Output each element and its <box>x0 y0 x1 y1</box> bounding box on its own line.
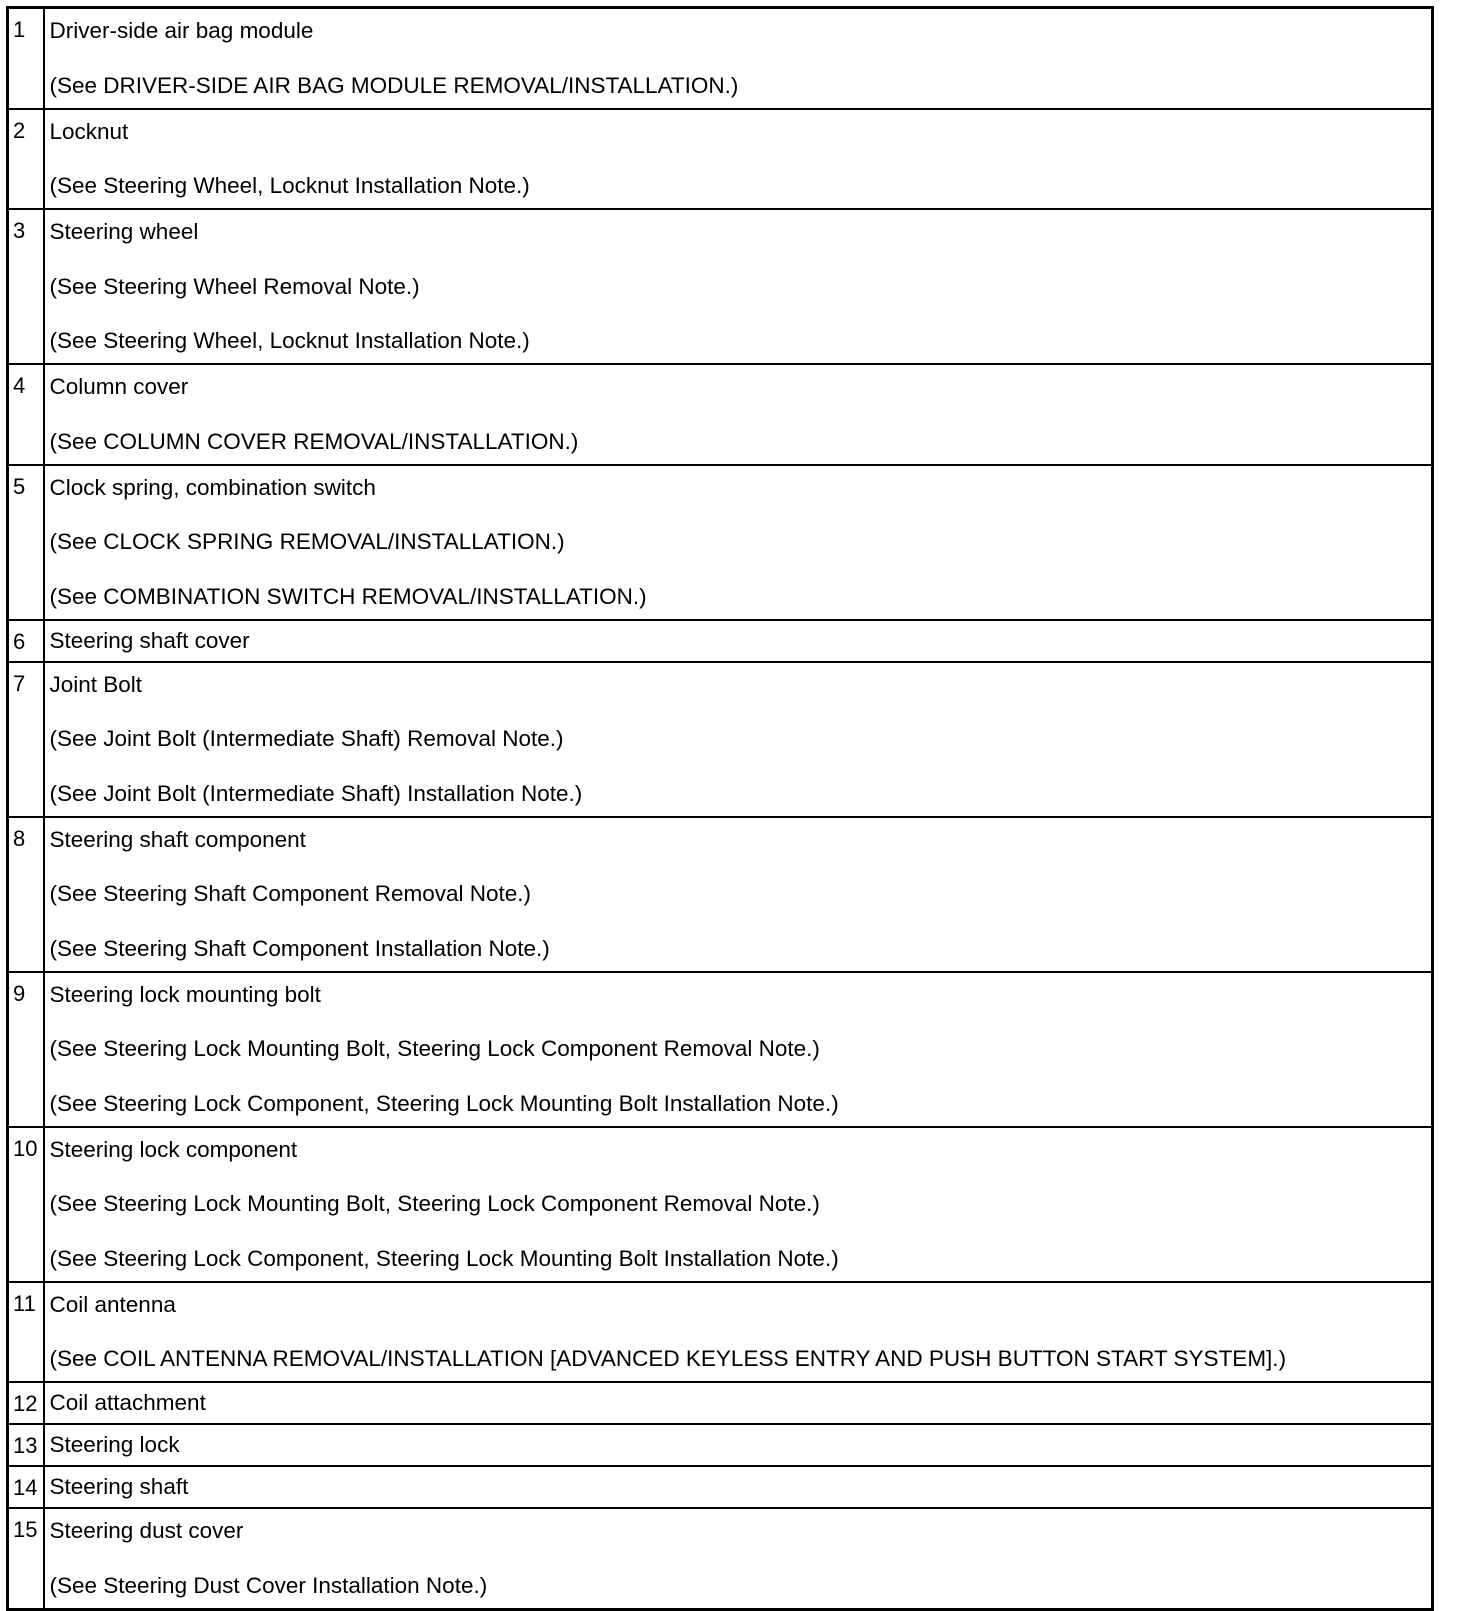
item-description <box>44 109 1433 210</box>
item-name: Steering lock <box>49 1432 180 1457</box>
item-reference: (See Steering Shaft Component Installation Note.) <box>49 935 550 961</box>
item-name: Column cover <box>49 374 189 399</box>
item-description <box>44 8 1433 109</box>
item-description <box>44 662 1433 817</box>
item-reference: (See Steering Lock Component, Steering Lock Mounting Bolt Installation Note.) <box>49 1090 839 1116</box>
item-number: 8 <box>8 817 44 972</box>
item-reference: (See Steering Lock Component, Steering Lock Mounting Bolt Installation Note.) <box>49 1245 839 1271</box>
item-number: 11 <box>8 1282 44 1383</box>
item-number: 2 <box>8 109 44 210</box>
item-name: Steering lock mounting bolt <box>49 981 321 1007</box>
item-reference: (See Steering Dust Cover Installation Note.) <box>49 1572 488 1598</box>
item-description <box>44 1508 1433 1609</box>
item-name: Driver-side air bag module <box>49 18 314 43</box>
item-number: 4 <box>8 364 44 465</box>
item-name: Locknut <box>49 118 129 144</box>
item-number: 10 <box>8 1127 44 1282</box>
item-description <box>44 1424 1433 1466</box>
table-row <box>8 1508 1433 1609</box>
table-row <box>8 1424 1433 1466</box>
table-row <box>8 1382 1433 1424</box>
item-number: 3 <box>8 209 44 364</box>
item-name: Clock spring, combination switch <box>49 474 376 500</box>
item-number: 6 <box>8 620 44 662</box>
item-number: 12 <box>8 1382 44 1424</box>
item-number: 15 <box>8 1508 44 1609</box>
item-number: 13 <box>8 1424 44 1466</box>
item-reference: (See Steering Lock Mounting Bolt, Steering Lock Component Removal Note.) <box>49 1191 820 1216</box>
item-description <box>44 1466 1433 1508</box>
item-reference: (See Steering Wheel Removal Note.) <box>49 273 420 299</box>
table-row <box>8 109 1433 210</box>
item-reference: (See Joint Bolt (Intermediate Shaft) Removal Note.) <box>49 726 564 751</box>
item-name: Coil antenna <box>49 1291 176 1317</box>
table-row <box>8 972 1433 1127</box>
table-row <box>8 620 1433 662</box>
item-description <box>44 1127 1433 1282</box>
table-row <box>8 662 1433 817</box>
parts-table <box>6 6 1434 1611</box>
item-description <box>44 364 1433 465</box>
item-reference: (See Steering Lock Mounting Bolt, Steering Lock Component Removal Note.) <box>49 1036 820 1061</box>
item-reference: (See COIL ANTENNA REMOVAL/INSTALLATION [ADVANCED KEYLESS ENTRY AND PUSH BUTTON START SYSTEM].) <box>49 1346 1287 1371</box>
item-number: 5 <box>8 465 44 620</box>
item-reference: (See Steering Wheel, Locknut Installation Note.) <box>49 173 530 198</box>
table-row <box>8 1466 1433 1508</box>
item-number: 7 <box>8 662 44 817</box>
item-reference: (See Joint Bolt (Intermediate Shaft) Installation Note.) <box>49 780 583 806</box>
item-name: Steering dust cover <box>49 1518 244 1543</box>
item-description <box>44 1282 1433 1383</box>
table-row <box>8 209 1433 364</box>
item-reference: (See Steering Shaft Component Removal Note.) <box>49 881 531 906</box>
item-reference: (See CLOCK SPRING REMOVAL/INSTALLATION.) <box>49 529 565 554</box>
item-description <box>44 465 1433 620</box>
item-name: Steering lock component <box>49 1136 298 1162</box>
item-description <box>44 972 1433 1127</box>
item-name: Steering shaft component <box>49 826 306 852</box>
item-description <box>44 209 1433 364</box>
item-description <box>44 817 1433 972</box>
item-reference: (See Steering Wheel, Locknut Installation Note.) <box>49 328 530 353</box>
item-reference: (See COLUMN COVER REMOVAL/INSTALLATION.) <box>49 428 579 454</box>
table-row <box>8 1127 1433 1282</box>
table-row <box>8 1282 1433 1383</box>
table-row <box>8 817 1433 972</box>
item-name: Coil attachment <box>49 1390 206 1415</box>
item-number: 14 <box>8 1466 44 1508</box>
item-number: 9 <box>8 972 44 1127</box>
item-description <box>44 620 1433 662</box>
table-row <box>8 8 1433 109</box>
table-row <box>8 364 1433 465</box>
item-name: Joint Bolt <box>49 671 143 697</box>
item-name: Steering wheel <box>49 219 199 244</box>
item-description <box>44 1382 1433 1424</box>
item-reference: (See DRIVER-SIDE AIR BAG MODULE REMOVAL/INSTALLATION.) <box>49 72 739 98</box>
table-row <box>8 465 1433 620</box>
item-name: Steering shaft <box>49 1474 189 1499</box>
item-name: Steering shaft cover <box>49 627 250 653</box>
item-reference: (See COMBINATION SWITCH REMOVAL/INSTALLATION.) <box>49 583 647 609</box>
item-number: 1 <box>8 8 44 109</box>
